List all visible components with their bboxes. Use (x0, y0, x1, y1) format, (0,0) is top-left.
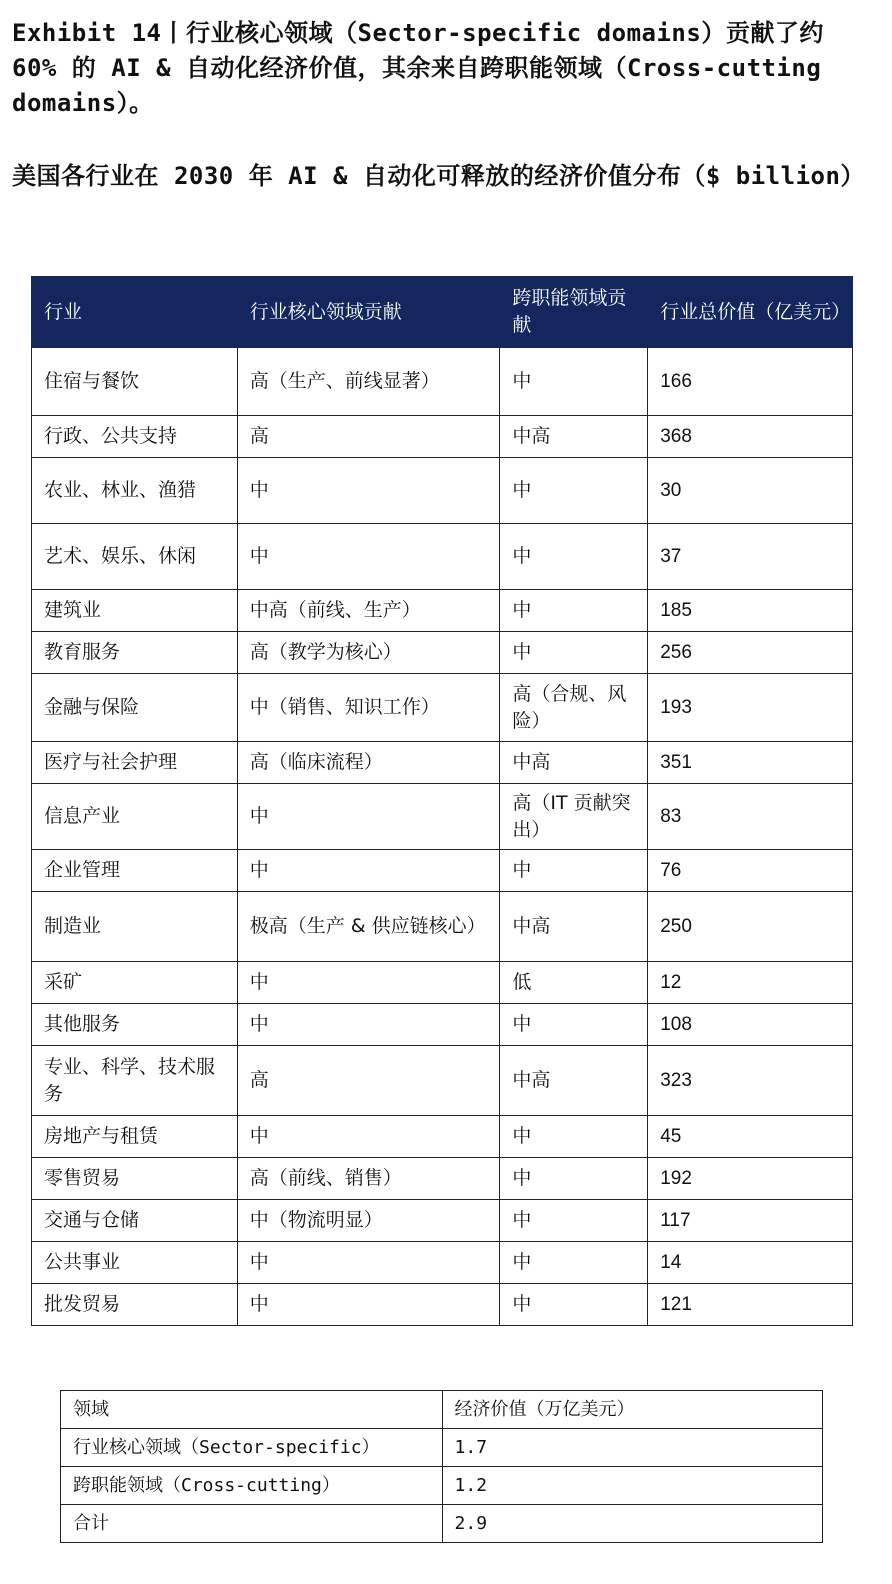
table-row (32, 590, 853, 632)
cell-total-value: 83 (648, 784, 853, 850)
cell-industry: 专业、科学、技术服务 (32, 1046, 238, 1116)
cell-industry: 行政、公共支持 (32, 416, 238, 458)
cell-industry: 公共事业 (32, 1242, 238, 1284)
cell-total-value: 368 (648, 416, 853, 458)
cell-cross-contribution: 中 (500, 1284, 648, 1326)
cell-industry: 批发贸易 (32, 1284, 238, 1326)
cell-cross-contribution: 中 (500, 590, 648, 632)
cell-core-contribution: 中（销售、知识工作） (237, 674, 500, 742)
cell-cross-contribution: 中高 (500, 416, 648, 458)
cell-core-contribution: 高（临床流程） (237, 742, 500, 784)
cell-cross-contribution: 中 (500, 632, 648, 674)
cell-core-contribution: 中 (237, 458, 500, 524)
summary-cell-domain: 跨职能领域（Cross-cutting） (61, 1467, 443, 1505)
cell-core-contribution: 高 (237, 416, 500, 458)
cell-total-value: 250 (648, 892, 853, 962)
header-cross-contribution: 跨职能领域贡献 (500, 277, 648, 348)
cell-core-contribution: 中 (237, 1284, 500, 1326)
exhibit-heading: Exhibit 14丨行业核心领域（Sector-specific domains）贡献了约 60% 的 AI & 自动化经济价值，其余来自跨职能领域（Cross-cutting domains）。 (12, 19, 824, 117)
cell-core-contribution: 高（教学为核心） (237, 632, 500, 674)
cell-total-value: 193 (648, 674, 853, 742)
cell-core-contribution: 中高（前线、生产） (237, 590, 500, 632)
table-row (32, 892, 853, 962)
summary-row (61, 1429, 823, 1467)
cell-total-value: 108 (648, 1004, 853, 1046)
cell-total-value: 14 (648, 1242, 853, 1284)
cell-industry: 医疗与社会护理 (32, 742, 238, 784)
table-header-row (32, 277, 853, 348)
cell-industry: 制造业 (32, 892, 238, 962)
cell-industry: 农业、林业、渔猎 (32, 458, 238, 524)
table-row (32, 632, 853, 674)
cell-total-value: 117 (648, 1200, 853, 1242)
cell-cross-contribution: 中 (500, 1200, 648, 1242)
table-row (32, 1004, 853, 1046)
table-row (32, 1158, 853, 1200)
table-row (32, 742, 853, 784)
cell-core-contribution: 中 (237, 850, 500, 892)
cell-industry: 住宿与餐饮 (32, 348, 238, 416)
summary-cell-domain: 合计 (61, 1505, 443, 1543)
cell-industry: 其他服务 (32, 1004, 238, 1046)
summary-cell-value: 1.2 (442, 1467, 822, 1505)
table-row (32, 348, 853, 416)
table-row (32, 524, 853, 590)
industry-value-table (31, 276, 853, 1326)
cell-cross-contribution: 高（IT 贡献突出） (500, 784, 648, 850)
header-industry: 行业 (32, 277, 238, 348)
cell-core-contribution: 中 (237, 962, 500, 1004)
cell-cross-contribution: 中 (500, 1242, 648, 1284)
cell-core-contribution: 高（前线、销售） (237, 1158, 500, 1200)
table-row (32, 458, 853, 524)
cell-industry: 交通与仓储 (32, 1200, 238, 1242)
cell-total-value: 121 (648, 1284, 853, 1326)
domain-summary-table (60, 1390, 823, 1543)
cell-industry: 采矿 (32, 962, 238, 1004)
cell-cross-contribution: 中 (500, 850, 648, 892)
cell-core-contribution: 中 (237, 784, 500, 850)
summary-row (61, 1505, 823, 1543)
cell-total-value: 323 (648, 1046, 853, 1116)
cell-cross-contribution: 中 (500, 1158, 648, 1200)
cell-core-contribution: 极高（生产 & 供应链核心） (237, 892, 500, 962)
table-row (32, 1116, 853, 1158)
summary-cell-value: 1.7 (442, 1429, 822, 1467)
cell-industry: 房地产与租赁 (32, 1116, 238, 1158)
cell-cross-contribution: 中 (500, 1116, 648, 1158)
summary-row (61, 1467, 823, 1505)
summary-header-value: 经济价值（万亿美元） (442, 1391, 822, 1429)
table-row (32, 674, 853, 742)
cell-total-value: 37 (648, 524, 853, 590)
cell-industry: 金融与保险 (32, 674, 238, 742)
cell-core-contribution: 高 (237, 1046, 500, 1116)
cell-cross-contribution: 低 (500, 962, 648, 1004)
cell-total-value: 12 (648, 962, 853, 1004)
cell-core-contribution: 中 (237, 524, 500, 590)
table-row (32, 1284, 853, 1326)
table-row (32, 850, 853, 892)
summary-cell-domain: 行业核心领域（Sector-specific） (61, 1429, 443, 1467)
cell-cross-contribution: 中 (500, 348, 648, 416)
cell-cross-contribution: 中高 (500, 892, 648, 962)
cell-industry: 信息产业 (32, 784, 238, 850)
cell-total-value: 256 (648, 632, 853, 674)
cell-total-value: 45 (648, 1116, 853, 1158)
cell-industry: 教育服务 (32, 632, 238, 674)
table-row (32, 784, 853, 850)
cell-core-contribution: 中 (237, 1116, 500, 1158)
table-row (32, 962, 853, 1004)
header-total-value: 行业总价值（亿美元） (648, 277, 853, 348)
table-row (32, 416, 853, 458)
cell-total-value: 166 (648, 348, 853, 416)
exhibit-subheading: 美国各行业在 2030 年 AI & 自动化可释放的经济价值分布（$ billion） (12, 162, 865, 190)
cell-core-contribution: 中（物流明显） (237, 1200, 500, 1242)
table-row (32, 1242, 853, 1284)
cell-industry: 企业管理 (32, 850, 238, 892)
cell-core-contribution: 高（生产、前线显著） (237, 348, 500, 416)
cell-total-value: 185 (648, 590, 853, 632)
cell-total-value: 76 (648, 850, 853, 892)
summary-cell-value: 2.9 (442, 1505, 822, 1543)
cell-total-value: 30 (648, 458, 853, 524)
cell-cross-contribution: 高（合规、风险） (500, 674, 648, 742)
header-core-contribution: 行业核心领域贡献 (237, 277, 500, 348)
cell-core-contribution: 中 (237, 1242, 500, 1284)
cell-cross-contribution: 中高 (500, 742, 648, 784)
table-row (32, 1200, 853, 1242)
cell-cross-contribution: 中 (500, 524, 648, 590)
cell-industry: 艺术、娱乐、休闲 (32, 524, 238, 590)
cell-total-value: 192 (648, 1158, 853, 1200)
summary-header-domain: 领域 (61, 1391, 443, 1429)
cell-industry: 零售贸易 (32, 1158, 238, 1200)
cell-cross-contribution: 中 (500, 1004, 648, 1046)
cell-core-contribution: 中 (237, 1004, 500, 1046)
cell-total-value: 351 (648, 742, 853, 784)
cell-industry: 建筑业 (32, 590, 238, 632)
cell-cross-contribution: 中高 (500, 1046, 648, 1116)
table-row (32, 1046, 853, 1116)
summary-header-row (61, 1391, 823, 1429)
cell-cross-contribution: 中 (500, 458, 648, 524)
